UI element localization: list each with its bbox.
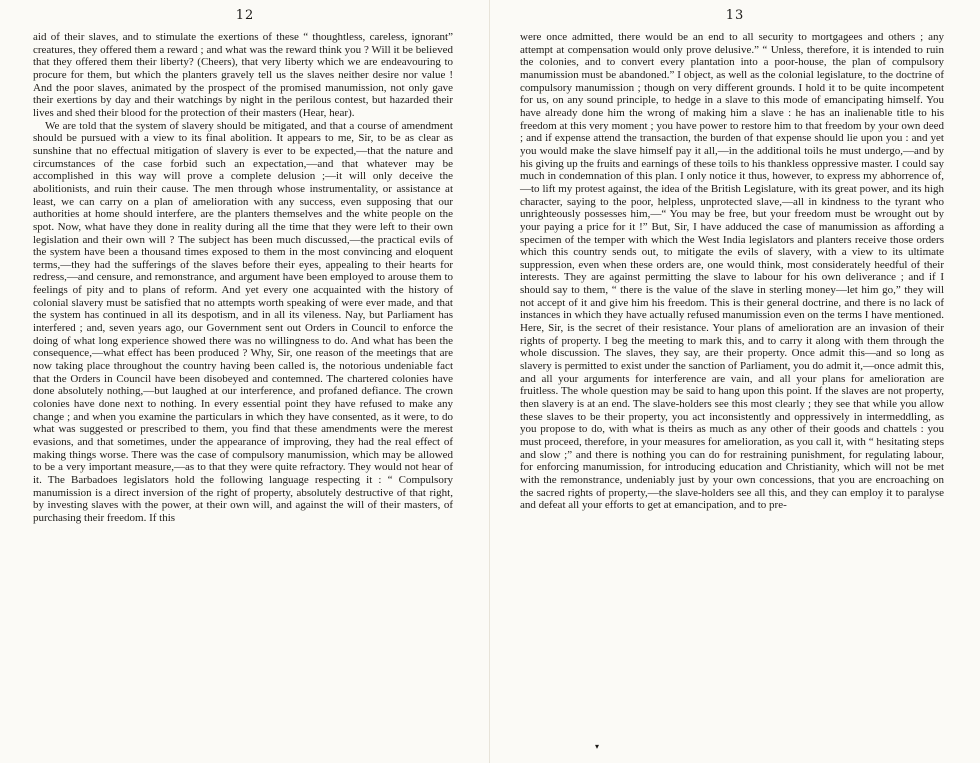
- right-page-number: 13: [725, 8, 745, 23]
- footer-mark: ▾: [595, 742, 600, 751]
- paragraph: aid of their slaves, and to stimulate the exertions of these “ thoughtless, careless, ignorant” creatures, they offered them a reward ; and what was the reward think you ? Will it be believed that they offered them their liberty? (Cheers), that very liberty which we are endeavouring to procure for them, but which the planters gravely tell us the slaves neither desire nor value ! And the poor slaves, animated by the prospect of the promised manumission, not only gave their exertions by day and their watchings by night in the perilous contest, but hazarded their lives and shed their blood for the protection of their masters (Hear, hear).: [33, 31, 453, 119]
- paragraph: We are told that the system of slavery should be mitigated, and that a course of amendment should be pursued with a view to its final abolition. It appears to me, Sir, to be as clear as sunshine that no effectual mitigation of slavery is ever to be expected,—that the nature and circumstances of the case forbid such an expectation,—and that whatever may be accomplished in this way will prove a complete delusion ;—it will only deceive the abolitionists, and ruin their cause. The men through whose instrumentality, or assistance at least, we can carry on a plan of amelioration with any success, even supposing that our authorities at home should interfere, are the planters themselves and the white people on the spot. Now, what have they done in reality during all the time that they were left to their own legislation and their own will ? The subject has been much discussed,—the practical evils of the system have been a thousand times exposed to them in the most convincing and eloquent terms,—they had the sufferings of the slaves before their eyes, appealing to their hearts for redress,—and censure, and remonstrance, and argument have been employed to arouse them to feelings of pity and to plans of reform. And yet every one acquainted with the history of colonial slavery must be satisfied that no attempts worth speaking of were ever made, and that the system has continued in all its despotism, and in all its vileness. Nay, but Parliament has interfered ; and, seven years ago, our Government sent out Orders in Council to enforce the doing of what long experience showed there was no willingness to do. And what has been the consequence,—what effect has been produced ? Why, Sir, one reason of the meetings that are now taking place throughout the country having been called is, the notorious undeniable fact that the Orders in Council have been disobeyed and contemned. The chartered colonies have done absolutely nothing,—but laughed at our interference, and profaned defiance. The crown colonies have done next to nothing. In every essential point they have refused to make any change ; and when you examine the particulars in which they have consented, as it were, to do what was suggested or prescribed to them, you find that these amendments were the merest evasions, and that sometimes, under the appearance of improving, they had the real effect of making things worse. There was the case of compulsory manumission, which may be allowed to be a very important measure,—as to that they were quite refractory. They would not hear of it. The Barbadoes legislators hold the following language respecting it : “ Compulsory manumission is a direct inversion of the right of property, absolutely destructive of that right, by investing slaves with the power, at their own will, and against the will of their masters, of purchasing their freedom. If this: [33, 119, 453, 524]
- right-page-text: [520, 31, 944, 512]
- left-page-number: 12: [235, 8, 255, 23]
- paragraph: were once admitted, there would be an end to all security to mortgagees and others ; any attempt at compensation would only prove delusive.” “ Unless, therefore, it is intended to ruin the colonies, and to convert every plantation into a poor-house, the plan of compulsory manumission must be abandoned.” I object, as well as the colonial legislature, to the doctrine of compulsory manumission ; though on very different grounds. I hold it to be quite incompetent for us, on any sound principle, to hedge in a slave to this mode of emancipating himself. You have already done him the wrong of making him a slave : he has an inalienable title to his freedom at this very moment ; you have power to restore him to that freedom by your own deed ; and if expense attend the transaction, the burden of that expense should lie upon you : and yet you would make the slave himself pay it all,—in the additional toils he must undergo,—and by his giving up the fruits and earnings of these toils to his thankless oppressive master. I could say much in condemnation of this plan. I only notice it thus, however, to express my abhorrence of,—to lift my protest against, the idea of the British Legislature, with its great power, and its high character, saying to the poor, helpless, unprotected slave,—all in kindness to the tyrant who unrighteously possesses him,—“ You may be free, but your freedom must be wrought out by your paying a price for it !” But, Sir, I have adduced the case of manumission as affording a specimen of the temper with which the West India legislators and planters receive those orders which this country sends out, to mitigate the evils of slavery, with a view to its ultimate suppression, even when these orders are, one would think, most considerately heedful of their interests. They are against permitting the slave to labour for his own deliverance ; and if I should say to them, “ there is the value of the slave in sterling money—let him go,” they will not accept of it and give him his freedom. This is their general doctrine, and there is no lack of instances in which they have actually refused manumission even on the terms I have mentioned. Here, Sir, is the secret of their resistance. Your plans of amelioration are an invasion of their rights of property. I beg the meeting to mark this, and to carry it along with them through the whole discussion. The slaves, they say, are their property. Once admit this—and so long as slavery is permitted to exist under the sanction of Parliament, you do admit it,—once admit this, and all your arguments for interference are vain, and all your plans for amelioration are fruitless. The whole question may be said to hang upon this point. If the slaves are not property, then slavery is at an end. The slave-holders see this most clearly ; they see that while you allow these slaves to be their property, you act inconsistently and oppressively in intermeddling, as you propose to do, with what is theirs as much as any other of their goods and chattels : you must proceed, therefore, in your measures for amelioration, as you call it, with “ hesitating steps and slow ;” and there is nothing you can do for restraining punishment, for regulating labour, for enforcing manumission, for introducing education and Christianity, which will not be met with the remonstrance, undeniably just by your own concessions, that you are encroaching on the sacred rights of property,—the slave-holders see all this, and they can employ it to paralyse and defeat all your efforts to get at emancipation, and to pre-: [520, 31, 944, 512]
- left-page-text: [33, 31, 453, 525]
- right-page: [490, 0, 980, 763]
